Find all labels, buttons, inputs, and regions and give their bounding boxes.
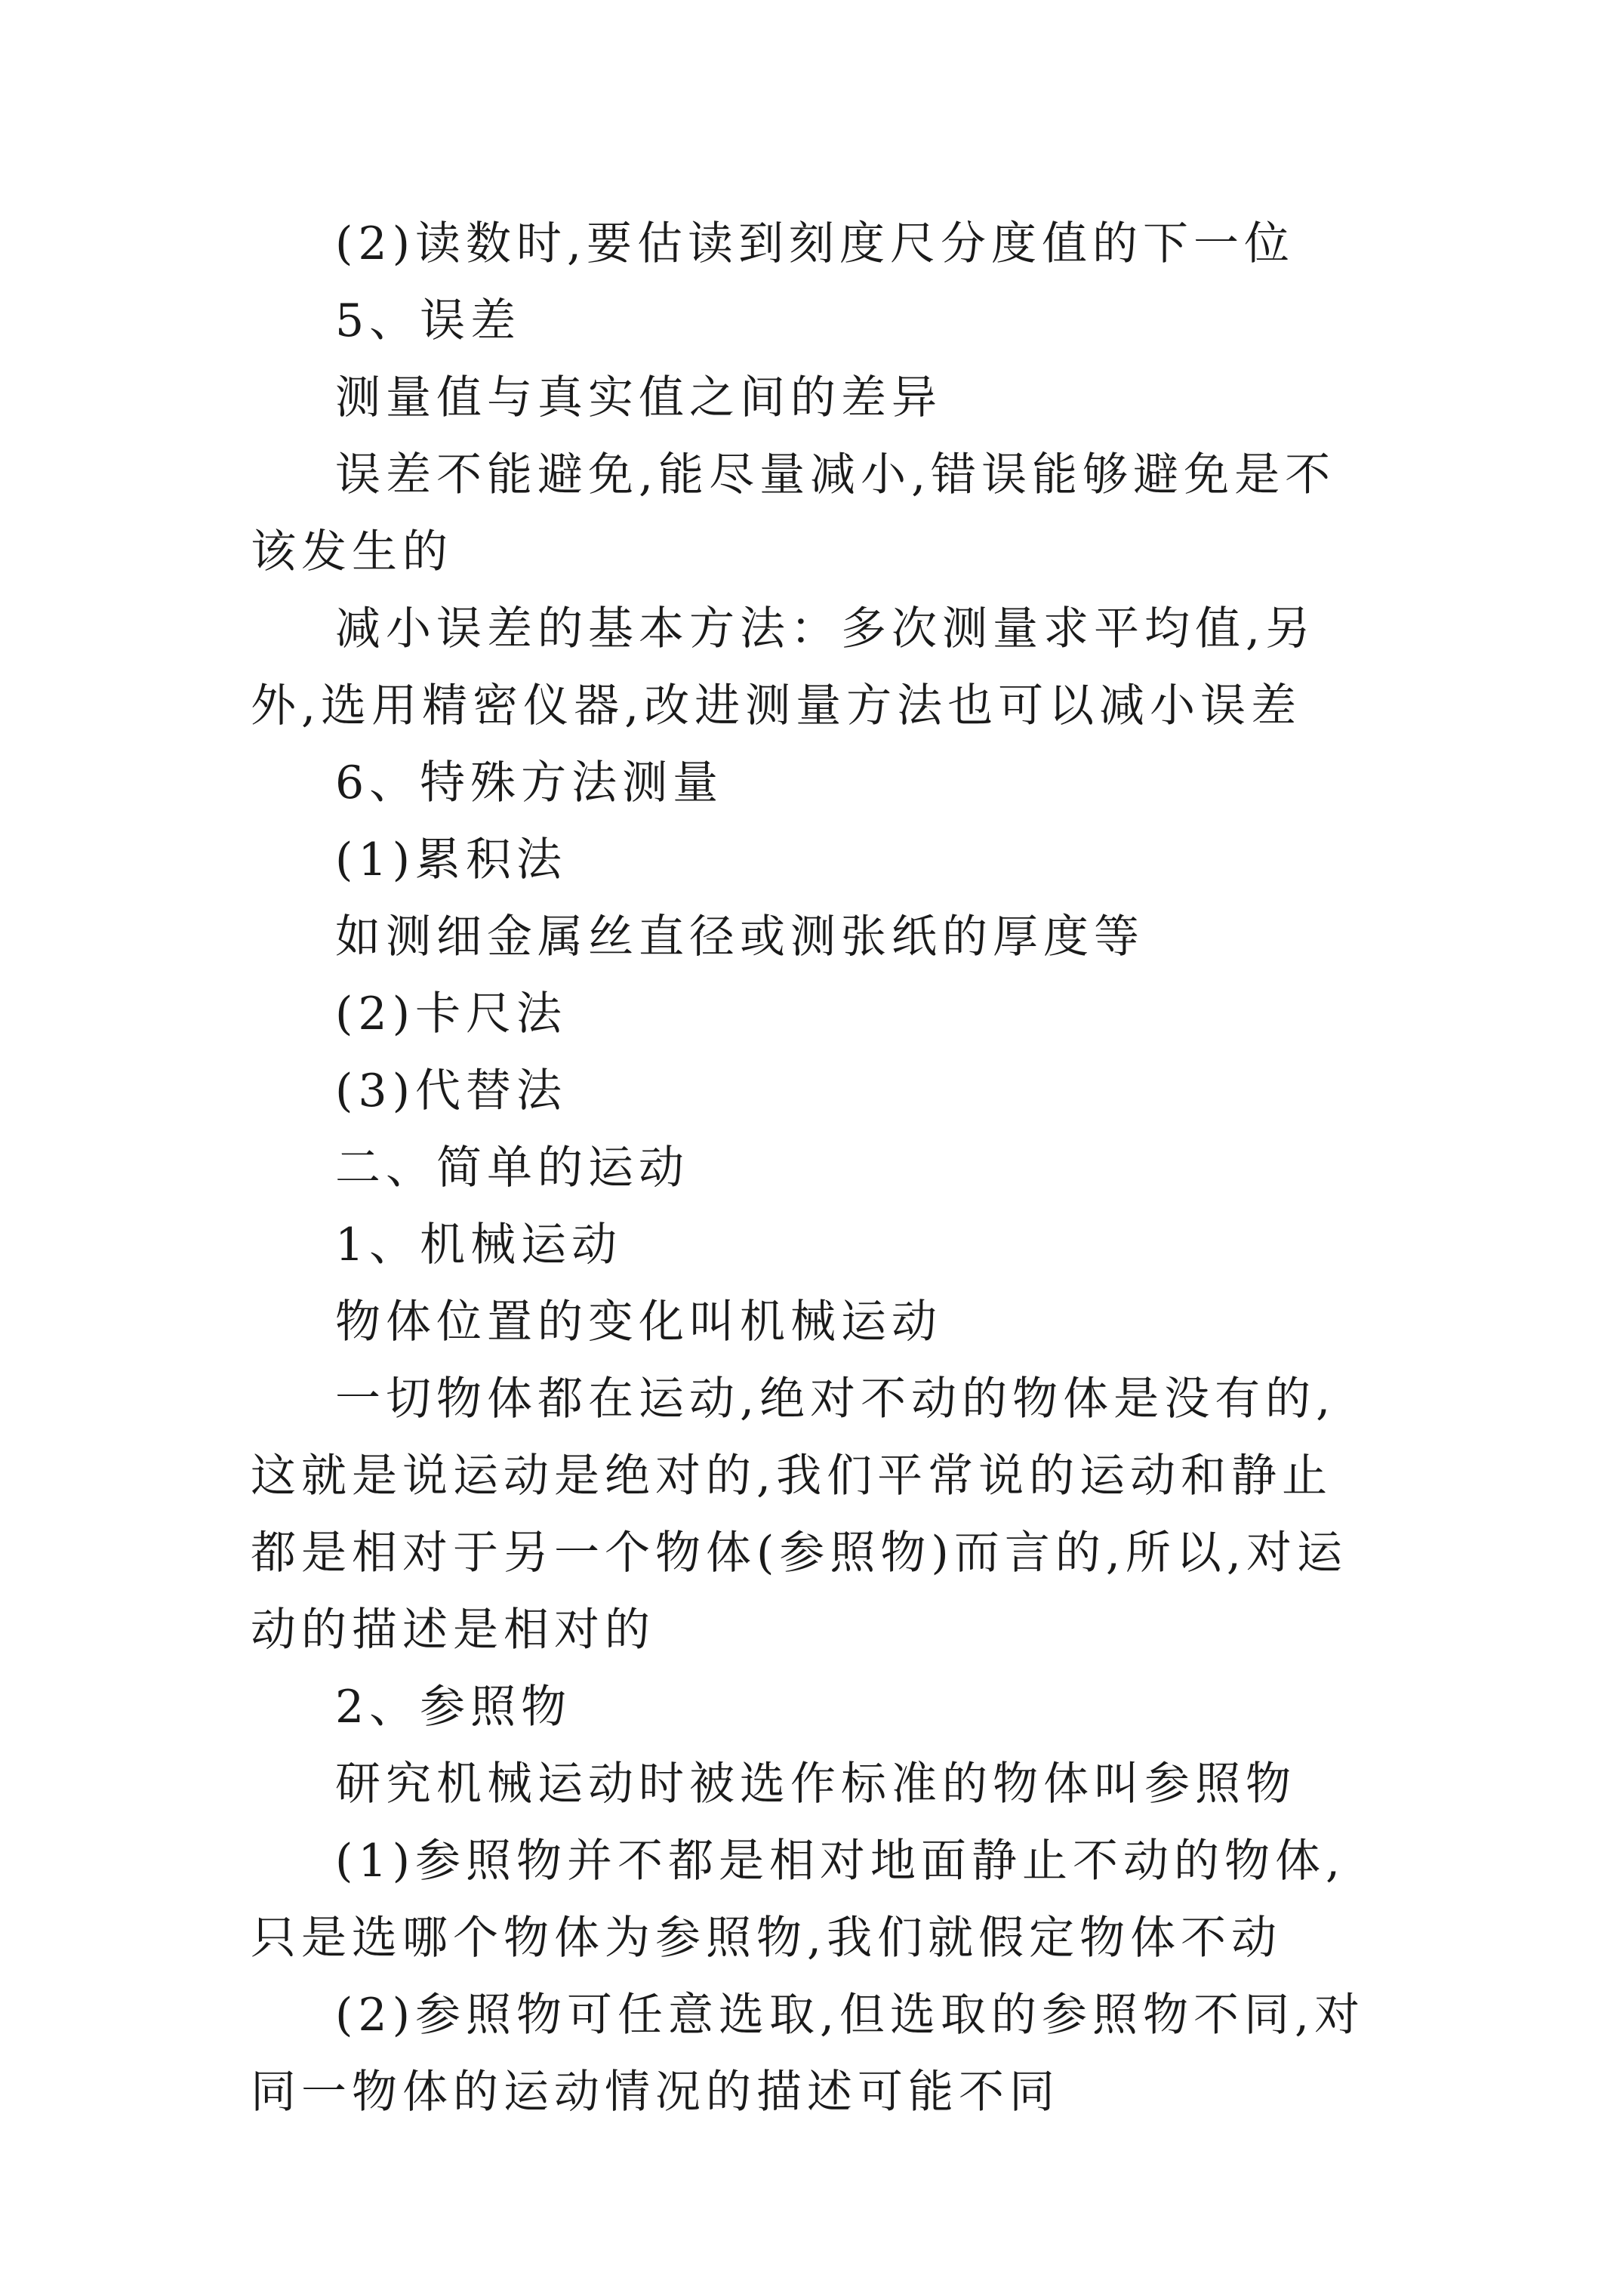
heading-reference-object: 2、参照物	[335, 1681, 572, 1734]
paragraph-mechanical-motion-definition: 物体位置的变化叫机械运动	[335, 1296, 942, 1348]
section-heading-simple-motion: 二、简单的运动	[335, 1142, 689, 1194]
item-accumulation-method: (1)累积法	[335, 834, 567, 886]
paragraph-error-vs-mistake: 误差不能避免,能尽量减小,错误能够避免是不该发生的	[251, 448, 1336, 578]
paragraph-accumulation-example: 如测细金属丝直径或测张纸的厚度等	[335, 911, 1144, 963]
paragraph-reference-object-definition: 研究机械运动时被选作标准的物体叫参照物	[335, 1758, 1296, 1811]
paragraph-reading-estimate: (2)读数时,要估读到刻度尺分度值的下一位	[335, 217, 1295, 270]
paragraph-reference-object-note-2: (2)参照物可任意选取,但选取的参照物不同,对同一物体的运动情况的描述可能不同	[251, 1989, 1366, 2119]
paragraph-error-definition: 测量值与真实值之间的差异	[335, 371, 942, 424]
item-substitution-method: (3)代替法	[335, 1065, 567, 1117]
paragraph-reduce-error: 减小误差的基本方法：多次测量求平均值,另外,选用精密仪器,改进测量方法也可以减小误差	[251, 603, 1317, 732]
item-caliper-method: (2)卡尺法	[335, 988, 567, 1040]
document-body	[251, 205, 1383, 2131]
heading-error: 5、误差	[335, 294, 522, 347]
heading-special-methods: 6、特殊方法测量	[335, 757, 724, 809]
heading-mechanical-motion: 1、机械运动	[335, 1219, 623, 1271]
paragraph-motion-relative: 一切物体都在运动,绝对不动的物体是没有的,这就是说运动是绝对的,我们平常说的运动和静止都是相对于另一个物体(参照物)而言的,所以,对运动的描述是相对的	[251, 1373, 1347, 1657]
paragraph-reference-object-note-1: (1)参照物并不都是相对地面静止不动的物体,只是选哪个物体为参照物,我们就假定物体不动	[251, 1835, 1346, 1965]
